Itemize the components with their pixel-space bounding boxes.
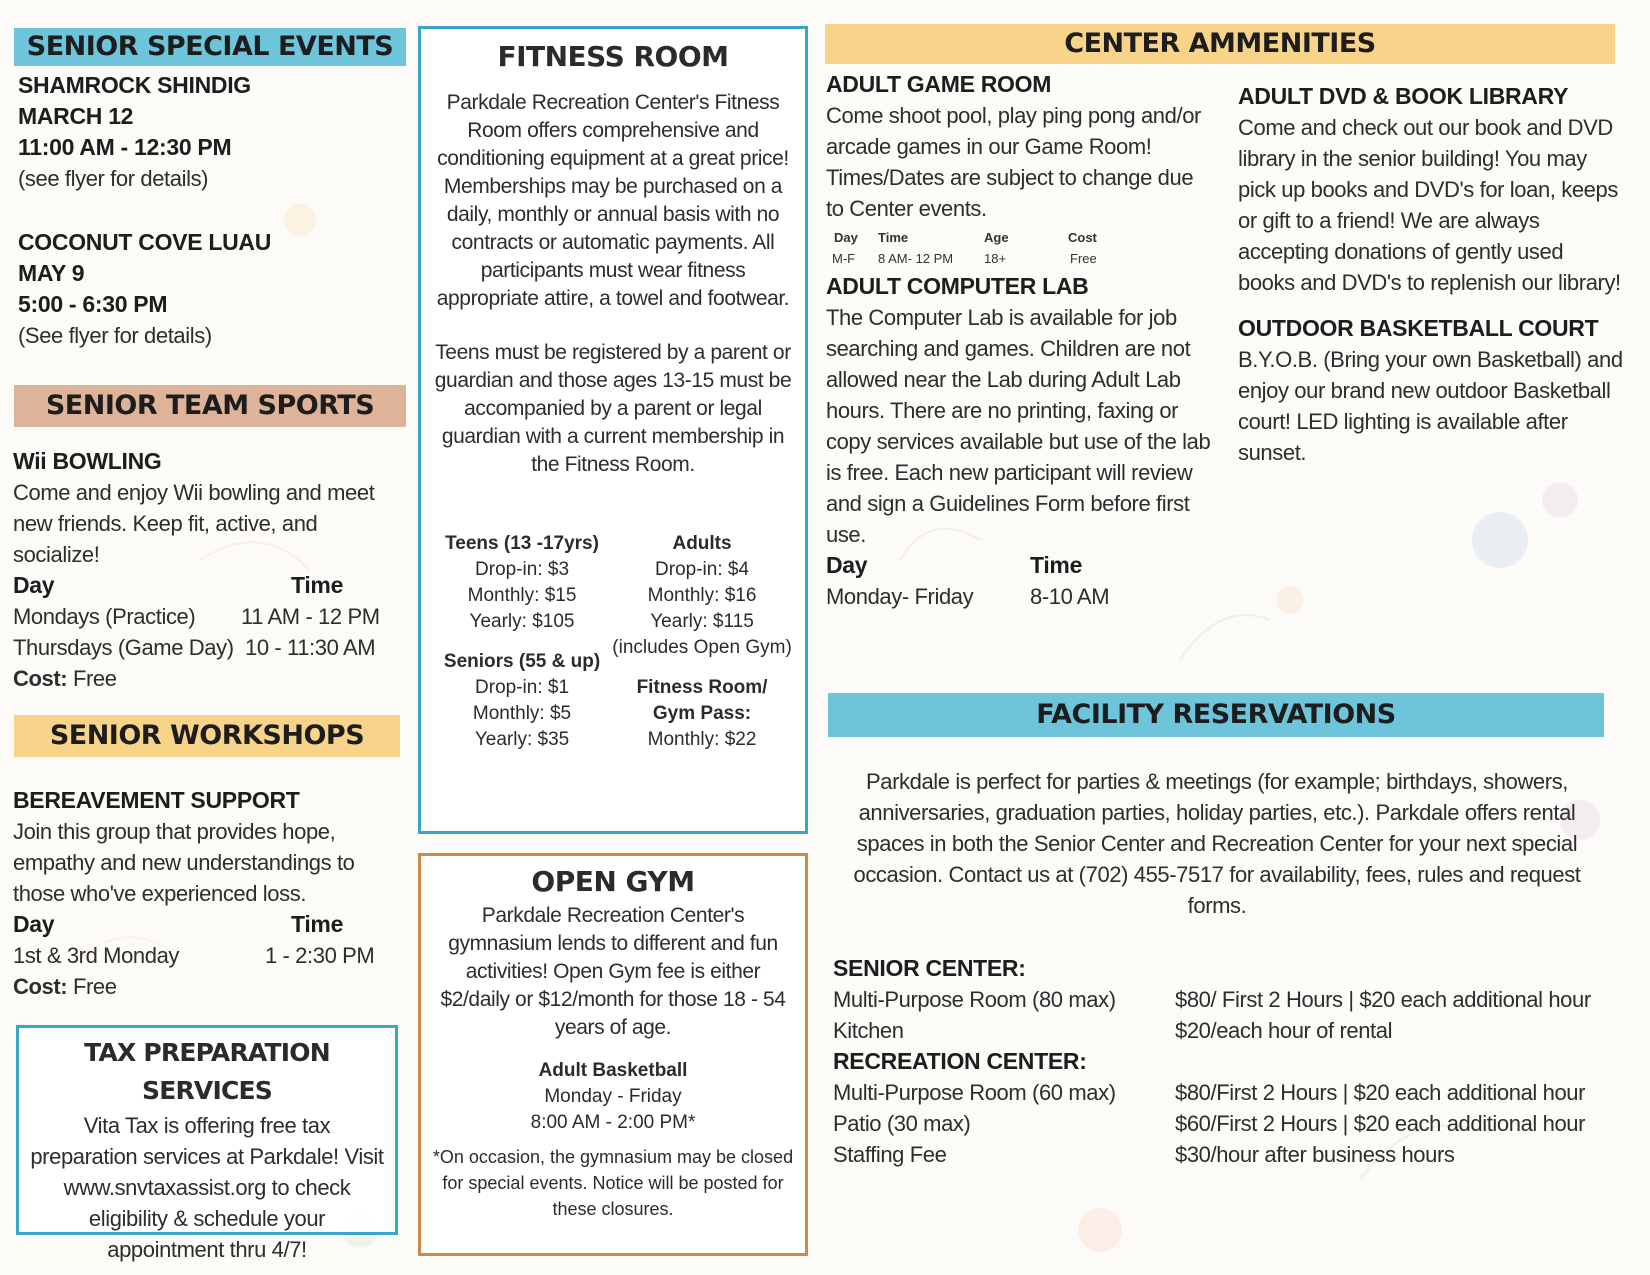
team-sports-section [13, 446, 408, 694]
schedule-header [13, 570, 408, 601]
cost-value: Free [72, 974, 117, 999]
table-header: Time [878, 230, 909, 245]
cost-label: Cost: [13, 666, 68, 691]
computer-lab-schedule-header [826, 550, 1216, 581]
table-cell: 8 AM- 12 PM [878, 251, 954, 266]
basketball-court-title: OUTDOOR BASKETBALL COURT [1238, 315, 1599, 341]
library-description: Come and check out our book and DVD library in the senior building! You may pick up books and DVD's for loan, keeps or gift to a friend! We are always accepting donations of gently used books and DVD's to replenish our library! [1238, 115, 1621, 295]
reservations-pricing [833, 953, 1633, 1170]
table-header: Day [834, 230, 858, 245]
room-name: Kitchen [833, 1018, 904, 1043]
schedule-day: 1st & 3rd Monday [13, 943, 180, 968]
tax-title: TAX PREPARATION SERVICES [84, 1038, 330, 1105]
price-line: Drop-in: $3 [475, 559, 570, 580]
room-price: $20/each hour of rental [1175, 1018, 1393, 1043]
computer-lab-title: ADULT COMPUTER LAB [826, 273, 1089, 299]
event-note: (See flyer for details) [18, 323, 212, 348]
price-line: Monthly: $5 [472, 703, 572, 724]
game-room-title: ADULT GAME ROOM [826, 71, 1052, 97]
tax-description: Vita Tax is offering free tax preparation services at Parkdale! Visit www.snvtaxassist.org to check eligibility & schedule your appointment thru 4/7! [30, 1113, 384, 1262]
game-room-table-header [826, 230, 1216, 245]
schedule-day: Monday- Friday [826, 584, 974, 609]
adults-heading: Adults [672, 533, 732, 554]
senior-workshops-header: SENIOR WORKSHOPS [14, 715, 400, 757]
event-date: MAY 9 [18, 260, 85, 286]
pass-heading: Gym Pass: [652, 703, 752, 724]
game-room-table [826, 230, 1216, 266]
room-price: $80/First 2 Hours | $20 each additional hour [1175, 1080, 1586, 1105]
amenities-left-column [826, 68, 1216, 612]
room-name: Multi-Purpose Room (80 max) [833, 987, 1116, 1012]
seniors-heading: Seniors (55 & up) [443, 651, 601, 672]
facility-reservations-header: FACILITY RESERVATIONS [828, 693, 1604, 737]
pricing-left [433, 531, 611, 753]
cost-line [13, 663, 408, 694]
senior-center-heading: SENIOR CENTER: [833, 955, 1026, 981]
fitness-teen-policy: Teens must be registered by a parent or guardian and those ages 13-15 must be accompanied by a parent or legal guardian with a current membership in the Fitness Room. [434, 341, 792, 476]
day-header: Day [13, 572, 55, 598]
price-line: Yearly: $105 [469, 611, 575, 632]
special-events-section [18, 70, 398, 351]
table-header: Cost [1068, 230, 1097, 245]
schedule-row [13, 601, 408, 632]
event-time: 11:00 AM - 12:30 PM [18, 134, 232, 160]
room-name: Staffing Fee [833, 1142, 947, 1167]
schedule-row [13, 632, 408, 663]
basketball-court-description: B.Y.O.B. (Bring your own Basketball) and enjoy our brand new outdoor Basketball court! LED lighting is available after sunset. [1238, 347, 1623, 465]
room-name: Patio (30 max) [833, 1111, 971, 1136]
activity-description: Come and enjoy Wii bowling and meet new friends. Keep fit, active, and socialize! [13, 480, 375, 567]
basketball-days: Monday - Friday [544, 1086, 682, 1107]
pricing-row [833, 1139, 1633, 1170]
game-room-description: Come shoot pool, play ping pong and/or arcade games in our Game Room! Times/Dates are subject to change due to Center events. [826, 103, 1201, 221]
table-header: Age [984, 230, 1009, 245]
cost-value: Free [72, 666, 117, 691]
open-gym-note: *On occasion, the gymnasium may be closed for special events. Notice will be posted for these closures. [432, 1147, 794, 1219]
event-time: 5:00 - 6:30 PM [18, 291, 168, 317]
schedule-time: 1 - 2:30 PM [265, 943, 375, 968]
schedule-time: 8-10 AM [1030, 584, 1110, 609]
price-line: Monthly: $15 [467, 585, 577, 606]
pricing-row [833, 1015, 1633, 1046]
cost-line [13, 971, 408, 1002]
room-price: $60/First 2 Hours | $20 each additional hour [1175, 1111, 1586, 1136]
open-gym-box [418, 853, 808, 1256]
computer-lab-description: The Computer Lab is available for job searching and games. Children are not allowed near the Lab during Adult Lab hours. There are no printing, faxing or copy services available but use of the lab is free. Each new participant will review and sign a Guidelines Form before first use. [826, 305, 1211, 547]
reservations-description: Parkdale is perfect for parties & meetings (for example; birthdays, showers, anniversaries, graduation parties, holiday parties, etc.). Parkdale offers rental spaces in both the Senior Center and Recreation Center for your next special occasion. Contact us at (702) 455-7517 for availability, fees, rules and request forms. [853, 769, 1581, 918]
event-name: SHAMROCK SHINDIG [18, 72, 251, 98]
fitness-title: FITNESS ROOM [497, 40, 729, 73]
table-cell: Free [1070, 251, 1097, 266]
computer-lab-schedule-row [826, 581, 1216, 612]
price-line: Monthly: $16 [647, 585, 757, 606]
fitness-pricing [433, 531, 793, 753]
game-room-table-row [826, 251, 1216, 266]
schedule-time: 11 AM - 12 PM [241, 604, 380, 629]
center-amenities-header: CENTER AMMENITIES [825, 24, 1615, 64]
schedule-header [13, 909, 408, 940]
room-name: Multi-Purpose Room (60 max) [833, 1080, 1116, 1105]
price-line: Drop-in: $1 [475, 677, 570, 698]
time-header: Time [291, 572, 344, 598]
pricing-row [833, 1077, 1633, 1108]
fitness-room-box [418, 26, 808, 834]
pricing-right [611, 531, 793, 753]
schedule-row [13, 940, 408, 971]
day-header: Day [826, 552, 868, 578]
activity-description: Join this group that provides hope, empathy and new understandings to those who've experienced loss. [13, 819, 355, 906]
activity-title: Wii BOWLING [13, 448, 162, 474]
teens-heading: Teens (13 -17yrs) [445, 533, 599, 554]
fitness-description: Parkdale Recreation Center's Fitness Room offers comprehensive and conditioning equipment at a great price! Memberships may be purchased on a daily, monthly or annual basis with no contracts or automatic payments. All participants must wear fitness appropriate attire, a towel and footwear. [436, 91, 790, 310]
senior-special-events-header: SENIOR SPECIAL EVENTS [14, 28, 406, 66]
table-cell: 18+ [984, 251, 1007, 266]
basketball-time: 8:00 AM - 2:00 PM* [530, 1112, 696, 1133]
tax-preparation-box [16, 1025, 398, 1262]
price-line: Drop-in: $4 [655, 559, 750, 580]
schedule-day: Thursdays (Game Day) [13, 635, 234, 660]
schedule-day: Mondays (Practice) [13, 604, 196, 629]
price-line: Yearly: $115 [650, 611, 754, 632]
workshops-section [13, 785, 408, 1002]
activity-title: BEREAVEMENT SUPPORT [13, 787, 300, 813]
room-price: $30/hour after business hours [1175, 1142, 1455, 1167]
price-line: Yearly: $35 [474, 729, 570, 750]
cost-label: Cost: [13, 974, 68, 999]
time-header: Time [291, 911, 344, 937]
recreation-center-heading: RECREATION CENTER: [833, 1048, 1087, 1074]
event-note: (see flyer for details) [18, 166, 209, 191]
table-cell: M-F [832, 251, 856, 266]
event-name: COCONUT COVE LUAU [18, 229, 272, 255]
pass-heading: Fitness Room/ [636, 677, 768, 698]
pricing-row [833, 984, 1633, 1015]
event-date: MARCH 12 [18, 103, 134, 129]
senior-team-sports-header: SENIOR TEAM SPORTS [14, 385, 406, 427]
time-header: Time [1030, 552, 1083, 578]
pricing-row [833, 1108, 1633, 1139]
library-title: ADULT DVD & BOOK LIBRARY [1238, 83, 1569, 109]
price-line: (includes Open Gym) [612, 637, 792, 658]
amenities-right-column [1238, 80, 1623, 468]
schedule-time: 10 - 11:30 AM [245, 635, 376, 660]
basketball-heading: Adult Basketball [538, 1060, 688, 1081]
price-line: Monthly: $22 [647, 729, 757, 750]
room-price: $80/ First 2 Hours | $20 each additional hour [1175, 987, 1591, 1012]
day-header: Day [13, 911, 55, 937]
open-gym-description: Parkdale Recreation Center's gymnasium lends to different and fun activities! Open Gym fee is either $2/daily or $12/month for those 18 - 54 years of age. [440, 904, 786, 1039]
open-gym-title: OPEN GYM [531, 865, 695, 898]
